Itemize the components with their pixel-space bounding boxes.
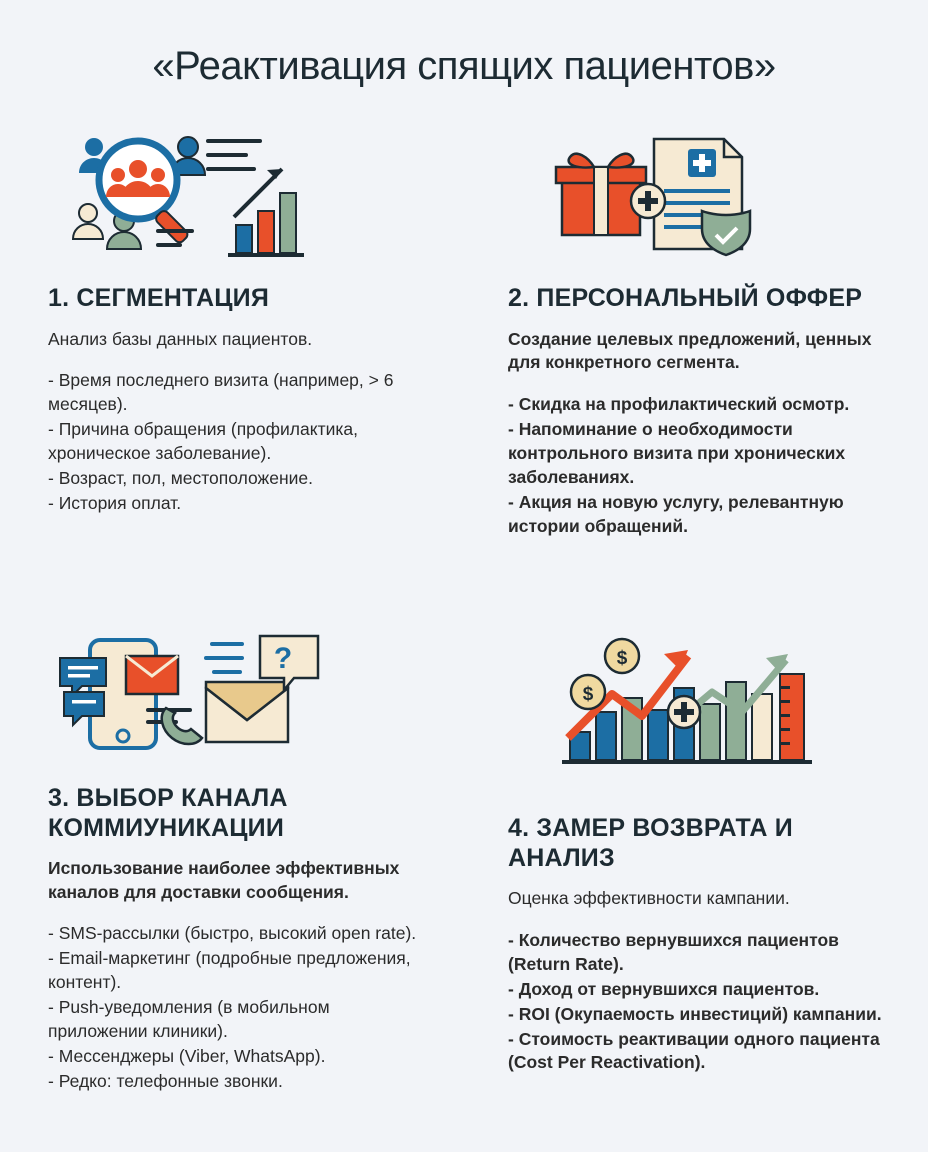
audience-segmentation-icon — [48, 120, 426, 270]
svg-text:?: ? — [273, 642, 293, 675]
list-item: - Акция на новую услугу, релевантную истории обращений. — [508, 491, 844, 536]
list-item: - Возраст, пол, местоположение. — [48, 468, 314, 488]
step-heading: 4. ЗАМЕР ВОЗВРАТА И АНАЛИЗ — [508, 814, 793, 872]
step-heading: 3. ВЫБОР КАНАЛА КОММИУНИКАЦИИ — [48, 784, 288, 842]
communication-channels-icon — [48, 620, 426, 770]
gift-medical-offer-icon — [508, 120, 894, 270]
step-bullets — [48, 369, 426, 516]
list-item: - Push-уведомления (в мобильном приложении клиники). — [48, 997, 330, 1042]
list-item: - SMS-рассылки (быстро, высокий open rate). — [48, 923, 417, 944]
step-heading: 2. ПЕРСОНАЛЬНЫЙ ОФФЕР — [508, 284, 863, 312]
step-card-3 — [0, 600, 464, 1095]
list-item: - Редко: телефонные звонки. — [48, 1071, 283, 1092]
list-item: - Причина обращения (профилактика, хроническое заболевание). — [48, 419, 359, 464]
list-item: - История оплат. — [48, 492, 182, 513]
step-heading: 1. СЕГМЕНТАЦИЯ — [48, 284, 270, 312]
growth-chart-roi-icon — [508, 600, 894, 800]
list-item: - Скидка на профилактический осмотр. — [508, 393, 850, 414]
step-card-1 — [0, 120, 464, 600]
step-card-4 — [464, 600, 928, 1095]
steps-grid — [0, 120, 928, 1095]
step-lead: Создание целевых предложений, ценных для конкретного сегмента. — [508, 328, 872, 373]
step-lead: Оценка эффективности кампании. — [508, 888, 790, 908]
list-item: - ROI (Окупаемость инвестиций) кампании. — [508, 1003, 882, 1024]
list-item: - Email-маркетинг (подробные предложения, контент). — [48, 948, 411, 993]
page-title: «Реактивация спящих пациентов» — [152, 44, 776, 88]
step-card-2 — [464, 120, 928, 600]
list-item: - Мессенджеры (Viber, WhatsApp). — [48, 1046, 326, 1067]
list-item: - Время последнего визита (например, > 6 месяцев). — [48, 370, 394, 415]
step-bullets — [508, 929, 894, 1076]
step-bullets — [508, 393, 894, 539]
list-item: - Доход от вернувшихся пациентов. — [508, 978, 820, 999]
step-lead: Анализ базы данных пациентов. — [48, 328, 313, 349]
step-bullets — [48, 922, 426, 1094]
svg-text:$: $ — [616, 648, 628, 669]
list-item: - Количество вернувшихся пациентов (Return Rate). — [508, 929, 839, 974]
step-lead: Использование наиболее эффективных каналов для доставки сообщения. — [48, 858, 400, 902]
svg-text:$: $ — [582, 684, 594, 705]
list-item: - Напоминание о необходимости контрольного визита при хронических заболеваниях. — [508, 418, 846, 487]
list-item: - Стоимость реактивации одного пациента (Cost Per Reactivation). — [508, 1028, 880, 1073]
